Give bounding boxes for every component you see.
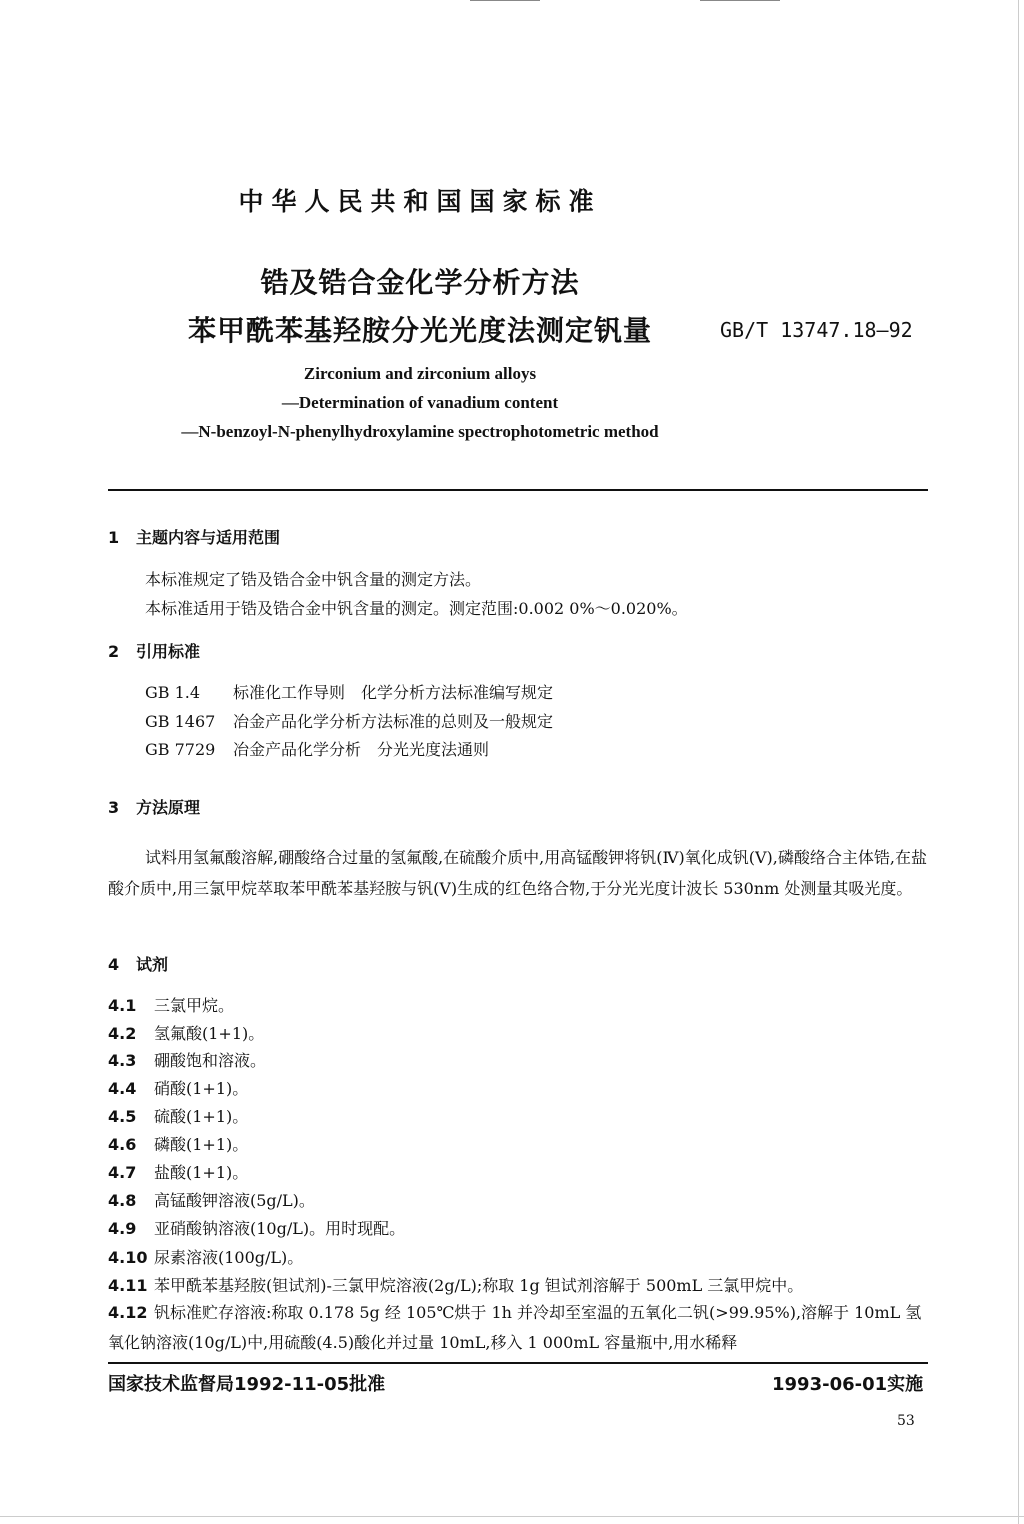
reagent-item	[108, 1048, 266, 1071]
reagent-number: 4.11	[108, 1276, 148, 1295]
reagent-text: 尿素溶液(100g/L)。	[154, 1248, 304, 1267]
reagent-text: 苯甲酰苯基羟胺(钽试剂)-三氯甲烷溶液(2g/L);称取 1g 钽试剂溶解于 500mL 三氯甲烷中。	[154, 1276, 804, 1295]
reference-item	[145, 709, 553, 732]
title-line-2: 苯甲酰苯基羟胺分光光度法测定钒量	[187, 314, 652, 347]
reagent-text: 氢氟酸(1+1)。	[154, 1024, 265, 1043]
reagent-text: 三氯甲烷。	[154, 996, 235, 1015]
reagent-number: 4.1	[108, 996, 137, 1015]
section-1-paragraph-1: 本标准规定了锆及锆合金中钒含量的测定方法。	[145, 570, 482, 589]
reagent-text: 磷酸(1+1)。	[154, 1135, 249, 1154]
reference-item	[145, 680, 553, 703]
reagent-number: 4.3	[108, 1051, 137, 1070]
reference-text: 冶金产品化学分析方法标准的总则及一般规定	[233, 712, 554, 731]
reagent-number: 4.4	[108, 1079, 137, 1098]
reagent-text: 硼酸饱和溶液。	[154, 1051, 267, 1070]
implementation-date: 1993-06-01实施	[772, 1374, 924, 1395]
reagent-text: 盐酸(1+1)。	[154, 1163, 249, 1182]
reagent-item	[108, 1021, 264, 1044]
method-principle-text: 试料用氢氟酸溶解,硼酸络合过量的氢氟酸,在硫酸介质中,用高锰酸钾将钒(Ⅳ)氧化成钒(Ⅴ),磷酸络合主体锆,在盐酸介质中,用三氯甲烷萃取苯甲酰苯基羟胺与钒(Ⅴ)生成的红色络合物,于分光光度计波长 530nm 处测量其吸光度。	[108, 848, 927, 898]
section-1-paragraph-2: 本标准适用于锆及锆合金中钒含量的测定。测定范围:0.002 0%～0.020%。	[145, 599, 688, 618]
section-title: 引用标准	[136, 642, 201, 661]
english-title-line-1: Zirconium and zirconium alloys	[303, 364, 537, 383]
reference-code: GB 1467	[145, 712, 216, 731]
reagent-item	[108, 1104, 248, 1127]
reagent-item	[108, 993, 234, 1016]
footer-divider	[108, 1362, 928, 1364]
page-number: 53	[897, 1413, 915, 1429]
reagent-item	[108, 1160, 248, 1183]
scan-artifact-bottom	[0, 1516, 1024, 1517]
section-number: 2	[108, 642, 120, 661]
reagent-item	[108, 1273, 803, 1296]
reagent-item	[108, 1132, 248, 1155]
reagent-item	[108, 1188, 315, 1211]
title-line-1: 锆及锆合金化学分析方法	[260, 266, 580, 299]
reference-text: 标准化工作导则	[233, 683, 346, 702]
reagent-text: 钒标准贮存溶液:称取 0.178 5g 经 105℃烘于 1h 并冷却至室温的五氧化二钒(>99.95%),溶解于 10mL 氢氧化钠溶液(10g/L)中,用硫酸(4.5)酸化并过量 10mL,移入 1 000mL 容量瓶中,用水稀释	[108, 1303, 922, 1352]
reagent-number: 4.9	[108, 1219, 137, 1238]
section-number: 4	[108, 955, 120, 974]
reagent-number: 4.10	[108, 1248, 148, 1267]
english-title-line-2: —Determination of vanadium content	[281, 393, 559, 412]
reagent-number: 4.5	[108, 1107, 137, 1126]
reference-code: GB 1.4	[145, 683, 201, 702]
reagent-text: 硫酸(1+1)。	[154, 1107, 249, 1126]
reference-code: GB 7729	[145, 740, 216, 759]
national-standard-heading: 中华人民共和国国家标准	[238, 187, 602, 216]
section-title: 方法原理	[136, 798, 201, 817]
section-4-heading	[108, 952, 168, 975]
section-number: 3	[108, 798, 120, 817]
section-1-heading	[108, 525, 280, 548]
section-number: 1	[108, 528, 120, 547]
reagent-text: 亚硝酸钠溶液(10g/L)。用时现配。	[154, 1219, 406, 1238]
reagent-item	[108, 1245, 303, 1268]
reagent-number: 4.7	[108, 1163, 137, 1182]
section-3-heading	[108, 795, 200, 818]
reagent-number: 4.12	[108, 1303, 148, 1322]
header-divider	[108, 489, 928, 491]
standard-number: GB/T 13747.18—92	[720, 318, 913, 342]
reference-text: 冶金产品化学分析	[233, 740, 362, 759]
scan-artifact-top-2	[700, 0, 780, 1]
scan-artifact-top	[470, 0, 540, 1]
reference-item	[145, 737, 489, 760]
section-title: 主题内容与适用范围	[136, 528, 281, 547]
reagent-number: 4.2	[108, 1024, 137, 1043]
section-title: 试剂	[136, 955, 169, 974]
reagent-number: 4.6	[108, 1135, 137, 1154]
reagent-text: 硝酸(1+1)。	[154, 1079, 249, 1098]
reference-text-2: 化学分析方法标准编写规定	[361, 683, 554, 702]
reagent-number: 4.8	[108, 1191, 137, 1210]
reagent-item	[108, 1216, 405, 1239]
reagent-item	[108, 1076, 248, 1099]
section-2-heading	[108, 639, 200, 662]
reagent-text: 高锰酸钾溶液(5g/L)。	[154, 1191, 315, 1210]
scan-artifact-right	[1018, 0, 1019, 1524]
english-title-line-3: —N-benzoyl-N-phenylhydroxylamine spectrophotometric method	[181, 422, 659, 441]
reference-text-2: 分光光度法通则	[377, 740, 490, 759]
reagent-item-12	[108, 1298, 930, 1358]
approval-date: 国家技术监督局1992-11-05批准	[108, 1374, 386, 1395]
